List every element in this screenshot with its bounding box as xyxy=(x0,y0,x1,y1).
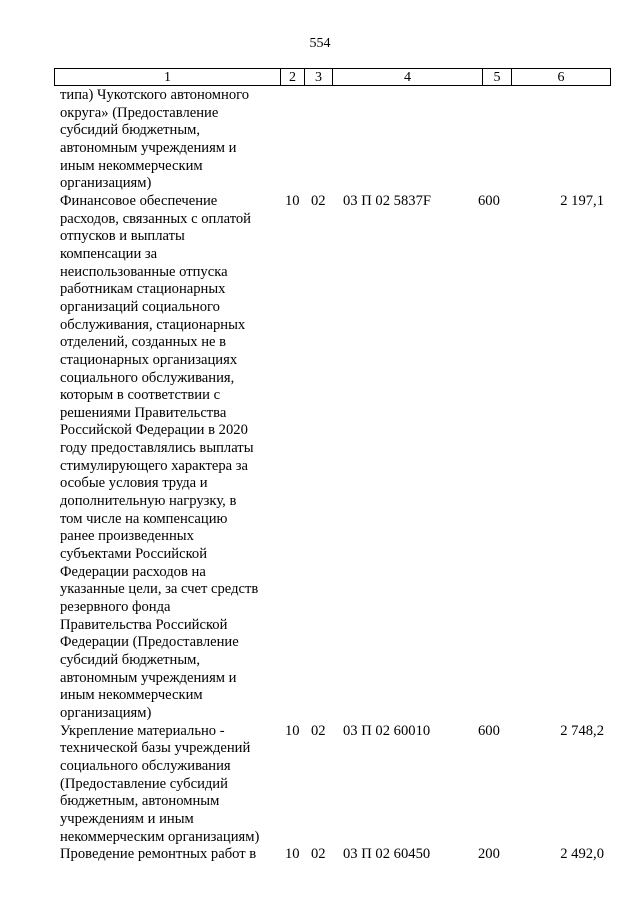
description-line: ранее произведенных xyxy=(60,528,194,545)
description-line: бюджетным, автономным xyxy=(60,793,220,810)
description-line: субъектами Российской xyxy=(60,546,208,563)
description-line: субсидий бюджетным, xyxy=(60,122,201,139)
description-line: обслуживания, стационарных xyxy=(60,316,246,333)
description-line: году предоставлялись выплаты xyxy=(60,440,254,457)
row-description xyxy=(60,846,285,864)
cell-c4: 03 П 02 60450 xyxy=(343,846,431,863)
cell-c6: 2 197,1 xyxy=(560,192,604,209)
description-line: организаций социального xyxy=(60,298,220,315)
table-row xyxy=(0,846,640,864)
description-line: округа» (Предоставление xyxy=(60,104,219,121)
description-line: автономным учреждениям и xyxy=(60,669,237,686)
cell-c2: 10 xyxy=(285,722,300,739)
cell-c4: 03 П 02 5837F xyxy=(343,192,431,209)
header-col-5: 5 xyxy=(483,69,512,85)
description-line: организациям) xyxy=(60,704,152,721)
description-line: социального обслуживания, xyxy=(60,369,235,386)
description-line: автономным учреждениям и xyxy=(60,139,237,156)
description-line: технической базы учреждений xyxy=(60,740,251,757)
description-line: Финансовое обеспечение xyxy=(60,192,218,209)
row-description xyxy=(60,723,285,847)
cell-c3: 02 xyxy=(311,722,326,739)
description-line: дополнительную нагрузку, в xyxy=(60,493,237,510)
description-line: иным некоммерческим xyxy=(60,157,203,174)
cell-c3: 02 xyxy=(311,192,326,209)
description-line: иным некоммерческим xyxy=(60,687,203,704)
cell-c3: 02 xyxy=(311,846,326,863)
header-col-1: 1 xyxy=(55,69,281,85)
table-body xyxy=(0,87,640,864)
description-line: компенсации за xyxy=(60,245,158,262)
description-line: Российской Федерации в 2020 xyxy=(60,422,248,439)
header-col-6: 6 xyxy=(557,70,565,85)
description-line: неиспользованные отпуска xyxy=(60,263,228,280)
description-line: работникам стационарных xyxy=(60,281,226,298)
description-line: которым в соответствии с xyxy=(60,387,221,404)
table-header xyxy=(54,68,611,86)
row-description xyxy=(60,87,285,193)
description-line: Проведение ремонтных работ в xyxy=(60,846,257,863)
description-line: расходов, связанных с оплатой xyxy=(60,210,251,227)
description-line: решениями Правительства xyxy=(60,404,227,421)
description-line: организациям) xyxy=(60,175,152,192)
cell-c5: 600 xyxy=(478,722,500,739)
header-col-4: 4 xyxy=(333,69,483,85)
description-line: стимулирующего характера за xyxy=(60,457,249,474)
row-description xyxy=(60,193,285,723)
cell-c5: 200 xyxy=(478,846,500,863)
description-line: том числе на компенсацию xyxy=(60,510,228,527)
description-line: резервного фонда xyxy=(60,599,171,616)
description-line: Правительства Российской xyxy=(60,616,228,633)
header-col-2: 2 xyxy=(281,69,305,85)
cell-c4: 03 П 02 60010 xyxy=(343,722,431,739)
description-line: указанные цели, за счет средств xyxy=(60,581,259,598)
description-line: (Предоставление субсидий xyxy=(60,775,228,792)
table-row xyxy=(0,193,640,723)
cell-c6: 2 748,2 xyxy=(560,722,604,739)
cell-c5: 600 xyxy=(478,192,500,209)
description-line: отделений, созданных не в xyxy=(60,334,227,351)
description-line: Федерации (Предоставление xyxy=(60,634,239,651)
description-line: Федерации расходов на xyxy=(60,563,206,580)
description-line: типа) Чукотского автономного xyxy=(60,87,250,103)
table-row xyxy=(0,723,640,847)
cell-c2: 10 xyxy=(285,192,300,209)
header-col-3: 3 xyxy=(305,69,333,85)
description-line: Укрепление материально - xyxy=(60,722,225,739)
description-line: учреждениям и иным xyxy=(60,810,194,827)
description-line: социального обслуживания xyxy=(60,757,231,774)
table-row xyxy=(0,87,640,193)
description-line: отпусков и выплаты xyxy=(60,228,185,245)
description-line: стационарных организациях xyxy=(60,351,238,368)
cell-c6: 2 492,0 xyxy=(560,846,604,863)
page-number: 554 xyxy=(309,36,331,51)
description-line: особые условия труда и xyxy=(60,475,208,492)
cell-c2: 10 xyxy=(285,846,300,863)
description-line: субсидий бюджетным, xyxy=(60,652,201,668)
description-line: некоммерческим организациям) xyxy=(60,828,260,845)
